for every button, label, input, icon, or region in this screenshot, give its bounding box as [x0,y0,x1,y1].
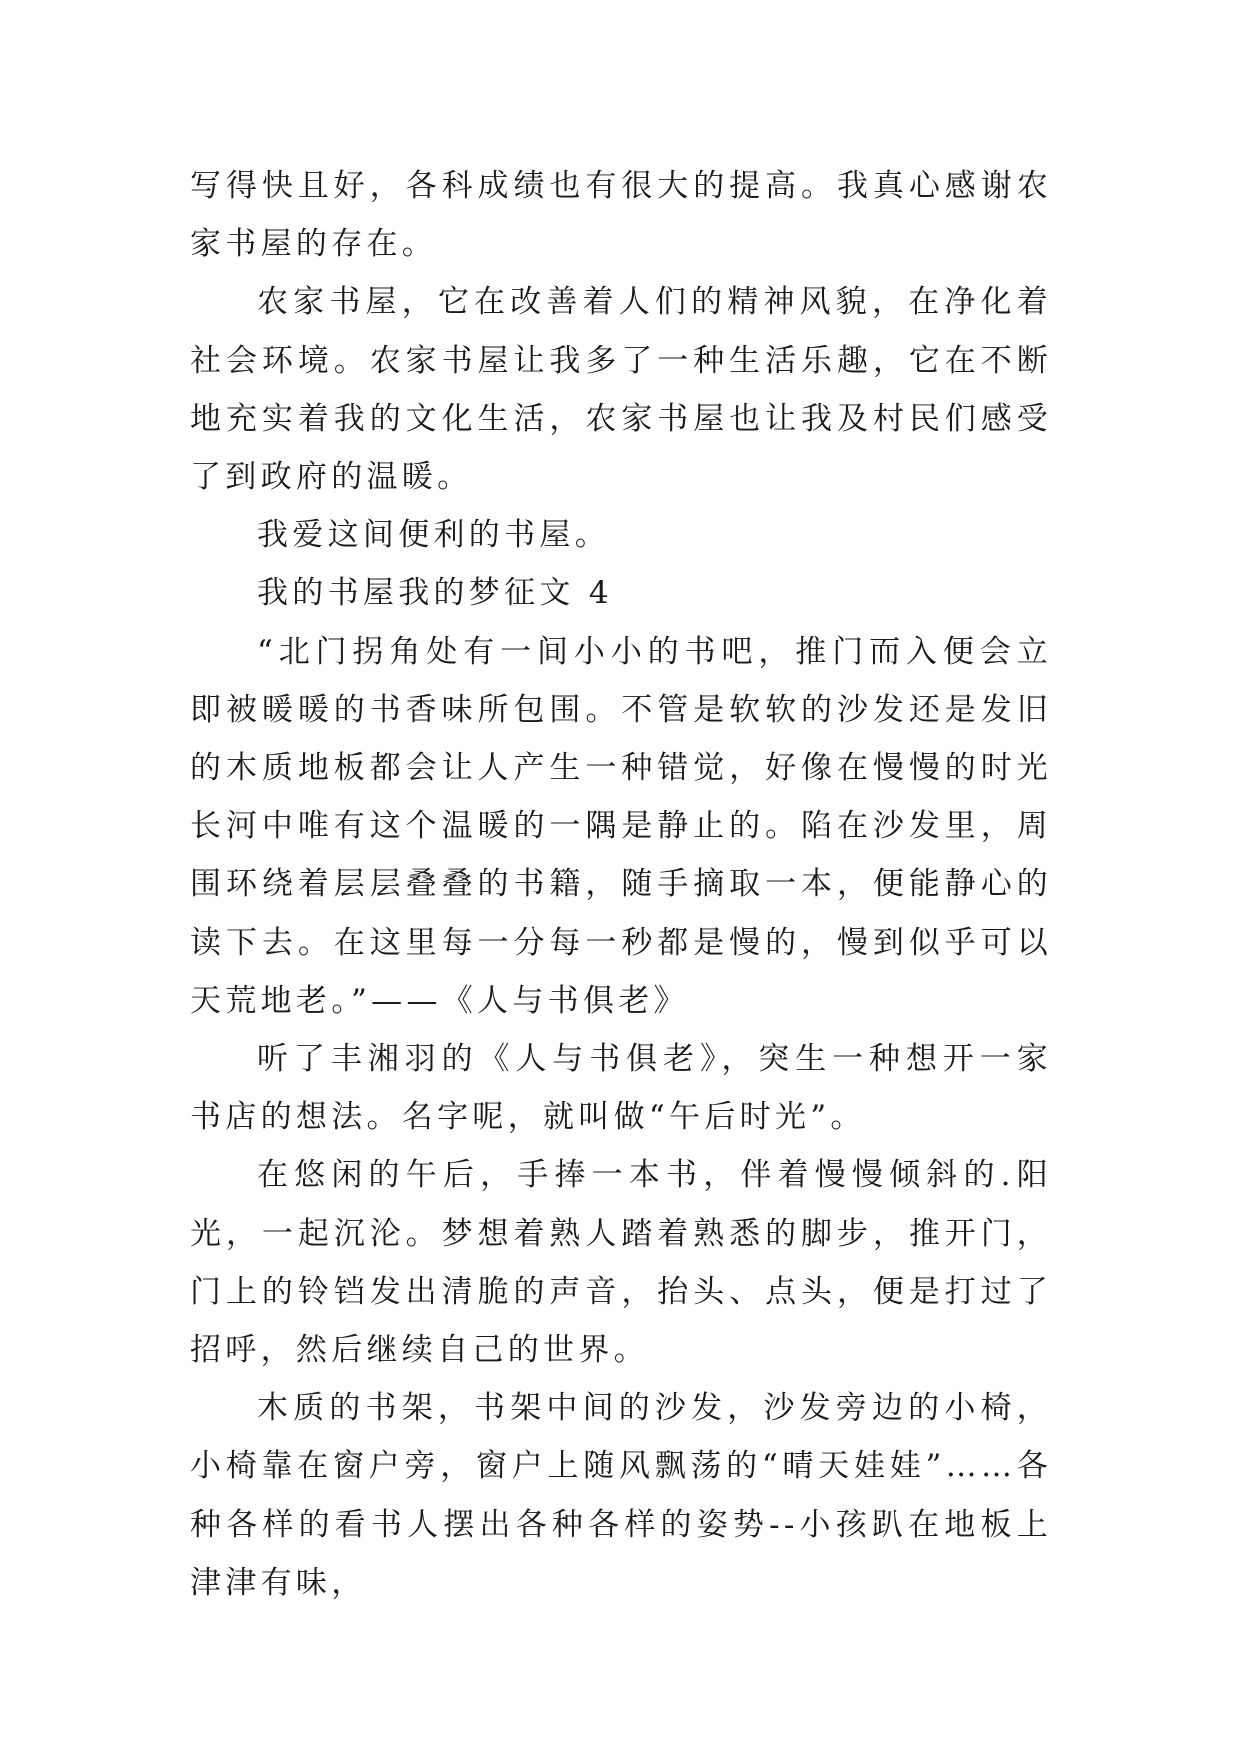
section-heading: 我的书屋我的梦征文 4 [257,575,613,612]
paragraph-bookstore-idea: 听了丰湘羽的《人与书俱老》，突生一种想开一家书店的想法。名字呢，就叫做“午后时光”。 [190,1041,1052,1136]
paragraph-quote: “北门拐角处有一间小小的书吧，推门而入便会立即被暖暖的书香味所包围。不管是软软的沙发还是发旧的木质地板都会让人产生一种错觉，好像在慢慢的时光长河中唯有这个温暖的一隅是静止的。陷在沙发里，周围环绕着层层叠叠的书籍，随手摘取一本，便能静心的读下去。在这里每一分每一秒都是慢的，慢到似乎可以天荒地老。”——《人与书俱老》 [190,633,1052,1019]
paragraph-village-library: 农家书屋，它在改善着人们的精神风貌，在净化着社会环境。农家书屋让我多了一种生活乐趣，它在不断地充实着我的文化生活，农家书屋也让我及村民们感受了到政府的温暖。 [190,284,1052,496]
paragraph-continuation: 写得快且好，各科成绩也有很大的提高。我真心感谢农家书屋的存在。 [190,168,1052,263]
paragraph-afternoon: 在悠闲的午后，手捧一本书，伴着慢慢倾斜的.阳光，一起沉沦。梦想着熟人踏着熟悉的脚步，推开门，门上的铃铛发出清脆的声音，抬头、点头，便是打过了招呼，然后继续自己的世界。 [190,1157,1052,1369]
document-body [190,157,1052,1612]
paragraph-bookshelf: 木质的书架，书架中间的沙发，沙发旁边的小椅，小椅靠在窗户旁，窗户上随风飘荡的“晴天娃娃”……各种各样的看书人摆出各种各样的姿势--小孩趴在地板上津津有味， [190,1390,1052,1601]
paragraph-love-library: 我爱这间便利的书屋。 [257,517,610,554]
